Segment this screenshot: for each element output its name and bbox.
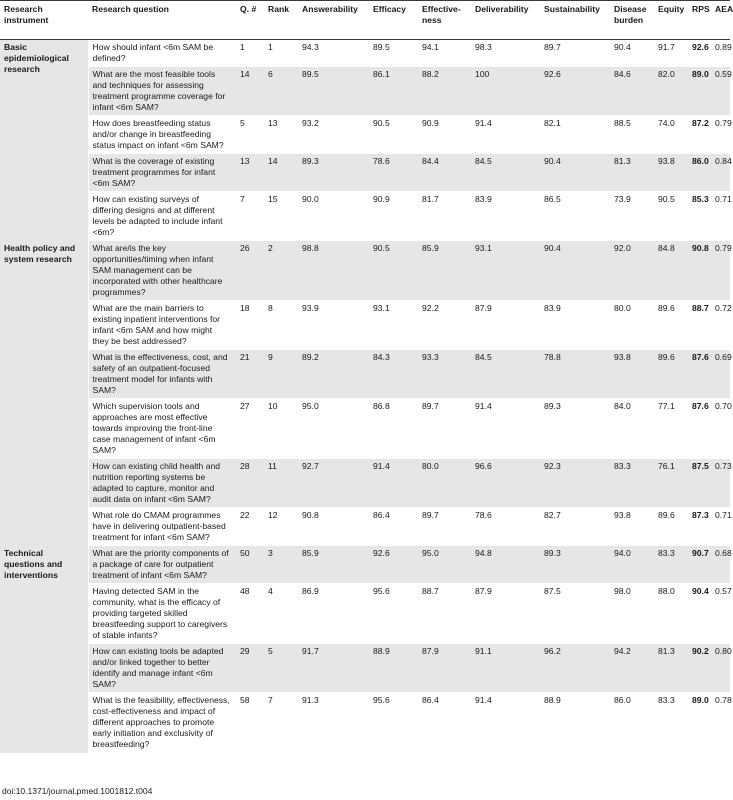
column-header: Effective-ness (418, 1, 471, 40)
sus-cell: 89.3 (540, 399, 610, 459)
aea-cell: 0.84 (711, 154, 730, 192)
aea-cell: 0.72 (711, 301, 730, 350)
rps-cell: 90.4 (688, 584, 711, 644)
column-header: RPS (688, 1, 711, 40)
del-cell: 93.1 (471, 241, 540, 301)
dis-cell: 90.4 (610, 40, 654, 67)
rank-cell: 6 (264, 67, 298, 116)
q-cell: 28 (236, 459, 264, 508)
effn-cell: 93.3 (418, 350, 471, 399)
sus-cell: 90.4 (540, 154, 610, 192)
doi-caption: doi:10.1371/journal.pmed.1001812.t004 (2, 786, 153, 796)
ans-cell: 90.0 (298, 192, 369, 241)
dis-cell: 92.0 (610, 241, 654, 301)
q-cell: 22 (236, 508, 264, 546)
dis-cell: 94.2 (610, 644, 654, 693)
sus-cell: 90.4 (540, 241, 610, 301)
del-cell: 91.4 (471, 399, 540, 459)
q-cell: 7 (236, 192, 264, 241)
column-header: Efficacy (369, 1, 418, 40)
del-cell: 84.5 (471, 350, 540, 399)
aea-cell: 0.79 (711, 116, 730, 154)
eff-cell: 95.6 (369, 584, 418, 644)
dis-cell: 98.0 (610, 584, 654, 644)
aea-cell: 0.79 (711, 241, 730, 301)
research-question-cell: How can existing child health and nutrition reporting systems be adapted to capture, monitor and audit data on infant <6m SAM? (88, 459, 236, 508)
table-body (0, 40, 730, 753)
dis-cell: 84.0 (610, 399, 654, 459)
aea-cell: 0.89 (711, 40, 730, 67)
research-question-cell: What is the effectiveness, cost, and safety of an outpatient-focused treatment model for infants with SAM? (88, 350, 236, 399)
rank-cell: 4 (264, 584, 298, 644)
aea-cell: 0.69 (711, 350, 730, 399)
equ-cell: 76.1 (654, 459, 688, 508)
del-cell: 94.8 (471, 546, 540, 584)
del-cell: 78.6 (471, 508, 540, 546)
sus-cell: 78.8 (540, 350, 610, 399)
table-row (0, 116, 730, 154)
effn-cell: 88.7 (418, 584, 471, 644)
eff-cell: 93.1 (369, 301, 418, 350)
research-question-cell: What is the coverage of existing treatment programmes for infant <6m SAM? (88, 154, 236, 192)
dis-cell: 93.8 (610, 350, 654, 399)
ans-cell: 98.8 (298, 241, 369, 301)
del-cell: 96.6 (471, 459, 540, 508)
sus-cell: 88.9 (540, 693, 610, 753)
ans-cell: 93.9 (298, 301, 369, 350)
table-row (0, 241, 730, 301)
sus-cell: 82.1 (540, 116, 610, 154)
research-question-cell: How should infant <6m SAM be defined? (88, 40, 236, 67)
sus-cell: 92.3 (540, 459, 610, 508)
research-question-cell: What are the most feasible tools and techniques for assessing treatment programme coverage for infant <6m SAM? (88, 67, 236, 116)
dis-cell: 80.0 (610, 301, 654, 350)
table-row (0, 546, 730, 584)
sus-cell: 89.3 (540, 546, 610, 584)
sus-cell: 89.7 (540, 40, 610, 67)
research-instrument-cell: Technical questions and interventions (0, 546, 88, 753)
rps-cell: 87.2 (688, 116, 711, 154)
eff-cell: 92.6 (369, 546, 418, 584)
rps-cell: 85.3 (688, 192, 711, 241)
rank-cell: 10 (264, 399, 298, 459)
research-question-cell: What is the feasibility, effectiveness, cost-effectiveness and impact of different approaches to promote early initiation and exclusivity of breastfeeding? (88, 693, 236, 753)
equ-cell: 89.6 (654, 350, 688, 399)
q-cell: 27 (236, 399, 264, 459)
equ-cell: 74.0 (654, 116, 688, 154)
dis-cell: 73.9 (610, 192, 654, 241)
aea-cell: 0.71 (711, 192, 730, 241)
rps-cell: 92.6 (688, 40, 711, 67)
effn-cell: 81.7 (418, 192, 471, 241)
research-question-cell: What role do CMAM programmes have in delivering outpatient-based treatment for infant <6m SAM? (88, 508, 236, 546)
rps-cell: 87.3 (688, 508, 711, 546)
aea-cell: 0.70 (711, 399, 730, 459)
table-row (0, 40, 730, 67)
ans-cell: 93.2 (298, 116, 369, 154)
rank-cell: 14 (264, 154, 298, 192)
rps-cell: 90.7 (688, 546, 711, 584)
q-cell: 18 (236, 301, 264, 350)
q-cell: 21 (236, 350, 264, 399)
q-cell: 26 (236, 241, 264, 301)
eff-cell: 78.6 (369, 154, 418, 192)
del-cell: 87.9 (471, 584, 540, 644)
del-cell: 83.9 (471, 192, 540, 241)
eff-cell: 86.8 (369, 399, 418, 459)
effn-cell: 89.7 (418, 508, 471, 546)
effn-cell: 86.4 (418, 693, 471, 753)
eff-cell: 86.1 (369, 67, 418, 116)
column-header: Research instrument (0, 1, 88, 40)
ans-cell: 89.3 (298, 154, 369, 192)
eff-cell: 86.4 (369, 508, 418, 546)
research-question-cell: How does breastfeeding status and/or change in breastfeeding status impact on infant <6m SAM? (88, 116, 236, 154)
column-header: Equity (654, 1, 688, 40)
header-row (0, 1, 730, 40)
effn-cell: 90.9 (418, 116, 471, 154)
dis-cell: 81.3 (610, 154, 654, 192)
q-cell: 1 (236, 40, 264, 67)
equ-cell: 77.1 (654, 399, 688, 459)
rank-cell: 13 (264, 116, 298, 154)
table-row (0, 301, 730, 350)
research-question-cell: How can existing surveys of differing designs and at different levels be adapted to include infant <6m? (88, 192, 236, 241)
q-cell: 48 (236, 584, 264, 644)
equ-cell: 88.0 (654, 584, 688, 644)
ans-cell: 91.3 (298, 693, 369, 753)
rps-cell: 87.5 (688, 459, 711, 508)
equ-cell: 93.8 (654, 154, 688, 192)
equ-cell: 83.3 (654, 546, 688, 584)
rank-cell: 12 (264, 508, 298, 546)
dis-cell: 88.5 (610, 116, 654, 154)
effn-cell: 89.7 (418, 399, 471, 459)
del-cell: 91.1 (471, 644, 540, 693)
rank-cell: 11 (264, 459, 298, 508)
research-question-cell: What are the main barriers to existing inpatient interventions for infant <6m SAM and how might they be best addressed? (88, 301, 236, 350)
sus-cell: 82.7 (540, 508, 610, 546)
ans-cell: 92.7 (298, 459, 369, 508)
eff-cell: 90.5 (369, 116, 418, 154)
table-row (0, 399, 730, 459)
q-cell: 58 (236, 693, 264, 753)
effn-cell: 84.4 (418, 154, 471, 192)
ans-cell: 90.8 (298, 508, 369, 546)
aea-cell: 0.57 (711, 584, 730, 644)
dis-cell: 94.0 (610, 546, 654, 584)
equ-cell: 83.3 (654, 693, 688, 753)
table-row (0, 67, 730, 116)
equ-cell: 81.3 (654, 644, 688, 693)
column-header: Disease burden (610, 1, 654, 40)
rank-cell: 9 (264, 350, 298, 399)
table-row (0, 154, 730, 192)
eff-cell: 95.6 (369, 693, 418, 753)
eff-cell: 88.9 (369, 644, 418, 693)
dis-cell: 93.8 (610, 508, 654, 546)
equ-cell: 84.8 (654, 241, 688, 301)
eff-cell: 89.5 (369, 40, 418, 67)
column-header: Rank (264, 1, 298, 40)
del-cell: 84.5 (471, 154, 540, 192)
equ-cell: 89.6 (654, 508, 688, 546)
effn-cell: 92.2 (418, 301, 471, 350)
research-instrument-cell: Basic epidemiological research (0, 40, 88, 241)
ans-cell: 86.9 (298, 584, 369, 644)
eff-cell: 90.5 (369, 241, 418, 301)
del-cell: 100 (471, 67, 540, 116)
effn-cell: 95.0 (418, 546, 471, 584)
rps-cell: 90.2 (688, 644, 711, 693)
eff-cell: 90.9 (369, 192, 418, 241)
dis-cell: 84.6 (610, 67, 654, 116)
research-question-cell: What are the priority components of a package of care for outpatient treatment of infant <6m SAM? (88, 546, 236, 584)
rps-cell: 88.7 (688, 301, 711, 350)
table-row (0, 693, 730, 753)
rank-cell: 2 (264, 241, 298, 301)
del-cell: 91.4 (471, 116, 540, 154)
rps-cell: 90.8 (688, 241, 711, 301)
effn-cell: 94.1 (418, 40, 471, 67)
aea-cell: 0.73 (711, 459, 730, 508)
ans-cell: 95.0 (298, 399, 369, 459)
rank-cell: 7 (264, 693, 298, 753)
rank-cell: 5 (264, 644, 298, 693)
research-instrument-cell: Health policy and system research (0, 241, 88, 546)
research-question-cell: Which supervision tools and approaches are most effective towards improving the front-line case management of infant <6m SAM? (88, 399, 236, 459)
ans-cell: 91.7 (298, 644, 369, 693)
rps-cell: 86.0 (688, 154, 711, 192)
column-header: Research question (88, 1, 236, 40)
rank-cell: 15 (264, 192, 298, 241)
del-cell: 98.3 (471, 40, 540, 67)
table-row (0, 192, 730, 241)
equ-cell: 91.7 (654, 40, 688, 67)
q-cell: 5 (236, 116, 264, 154)
effn-cell: 87.9 (418, 644, 471, 693)
rank-cell: 3 (264, 546, 298, 584)
equ-cell: 89.6 (654, 301, 688, 350)
eff-cell: 84.3 (369, 350, 418, 399)
sus-cell: 96.2 (540, 644, 610, 693)
dis-cell: 83.3 (610, 459, 654, 508)
ans-cell: 89.5 (298, 67, 369, 116)
column-header: Deliverability (471, 1, 540, 40)
column-header: Q. # (236, 1, 264, 40)
rank-cell: 8 (264, 301, 298, 350)
eff-cell: 91.4 (369, 459, 418, 508)
q-cell: 13 (236, 154, 264, 192)
rps-cell: 87.6 (688, 399, 711, 459)
rps-cell: 87.6 (688, 350, 711, 399)
column-header: Answerability (298, 1, 369, 40)
rps-cell: 89.0 (688, 67, 711, 116)
ans-cell: 89.2 (298, 350, 369, 399)
research-question-cell: How can existing tools be adapted and/or linked together to better identify and manage infant <6m SAM? (88, 644, 236, 693)
rps-cell: 89.0 (688, 693, 711, 753)
table-row (0, 508, 730, 546)
effn-cell: 80.0 (418, 459, 471, 508)
research-question-cell: Having detected SAM in the community, what is the efficacy of providing targeted skilled breastfeeding support to caregivers of stable infants? (88, 584, 236, 644)
del-cell: 91.4 (471, 693, 540, 753)
sus-cell: 83.9 (540, 301, 610, 350)
column-header: AEA (711, 1, 730, 40)
sus-cell: 86.5 (540, 192, 610, 241)
ans-cell: 94.3 (298, 40, 369, 67)
equ-cell: 82.0 (654, 67, 688, 116)
table-row (0, 459, 730, 508)
rank-cell: 1 (264, 40, 298, 67)
effn-cell: 88.2 (418, 67, 471, 116)
aea-cell: 0.71 (711, 508, 730, 546)
effn-cell: 85.9 (418, 241, 471, 301)
aea-cell: 0.68 (711, 546, 730, 584)
research-question-cell: What are/is the key opportunities/timing when infant SAM management can be incorporated with other healthcare programmes? (88, 241, 236, 301)
ans-cell: 85.9 (298, 546, 369, 584)
aea-cell: 0.78 (711, 693, 730, 753)
q-cell: 29 (236, 644, 264, 693)
table-row (0, 584, 730, 644)
table-row (0, 350, 730, 399)
q-cell: 14 (236, 67, 264, 116)
aea-cell: 0.59 (711, 67, 730, 116)
dis-cell: 86.0 (610, 693, 654, 753)
aea-cell: 0.80 (711, 644, 730, 693)
table-row (0, 644, 730, 693)
column-header: Sustainability (540, 1, 610, 40)
del-cell: 87.9 (471, 301, 540, 350)
sus-cell: 87.5 (540, 584, 610, 644)
q-cell: 50 (236, 546, 264, 584)
sus-cell: 92.6 (540, 67, 610, 116)
equ-cell: 90.5 (654, 192, 688, 241)
